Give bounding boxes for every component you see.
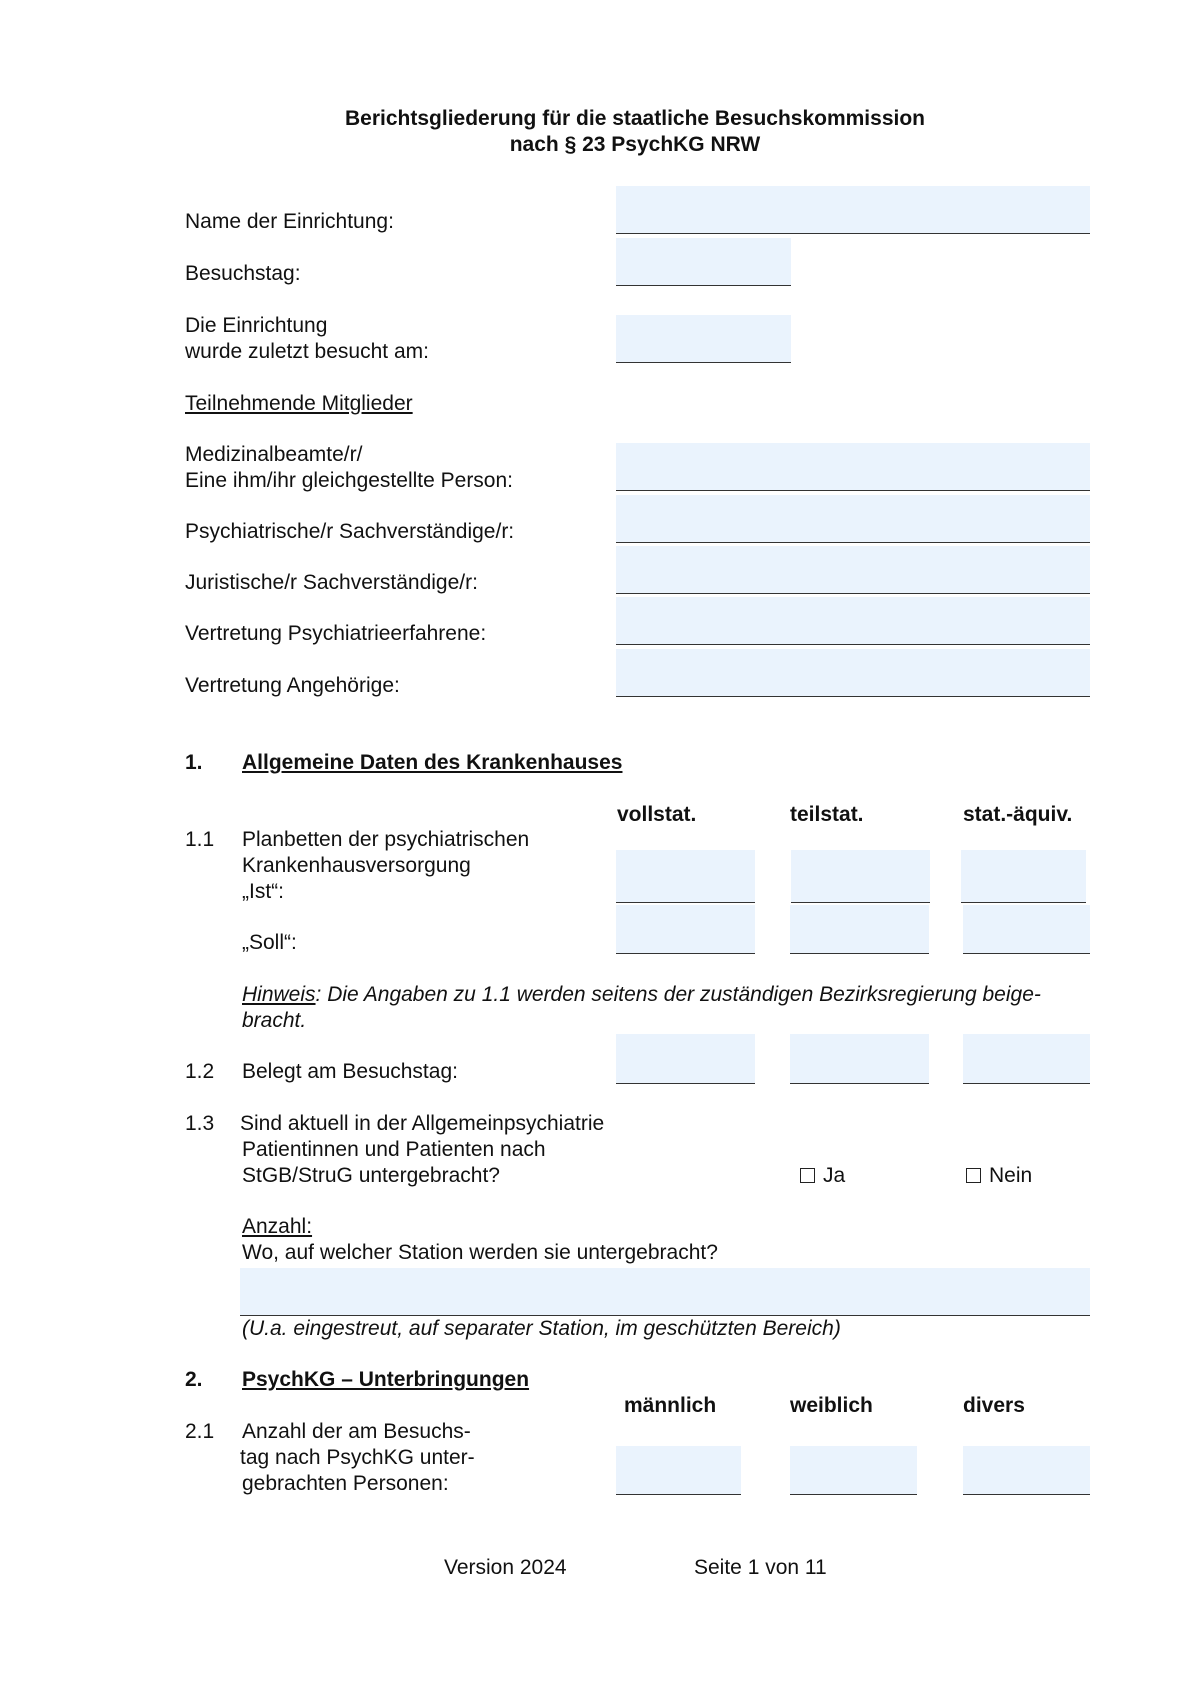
psychiatrieerfahrene-label: Vertretung Psychiatrieerfahrene: — [185, 622, 487, 645]
juristisch-input[interactable] — [616, 546, 1090, 593]
section1-heading: Allgemeine Daten des Krankenhauses — [242, 751, 623, 774]
item-2-1-number: 2.1 — [185, 1420, 215, 1443]
section1-number: 1. — [185, 751, 203, 774]
weiblich-input[interactable] — [790, 1446, 917, 1494]
item-1-1-line2: Krankenhausversorgung — [242, 854, 471, 877]
soll-teilstat-input[interactable] — [790, 905, 929, 953]
belegt-vollstat-field[interactable] — [616, 1034, 755, 1084]
maennlich-field[interactable] — [616, 1446, 741, 1495]
station-question: Wo, auf welcher Station werden sie untergebracht? — [242, 1241, 718, 1264]
soll-stat-aequiv-input[interactable] — [963, 905, 1090, 953]
soll-stat-aequiv-field[interactable] — [963, 905, 1090, 954]
belegt-vollstat-input[interactable] — [616, 1034, 755, 1083]
section2-heading: PsychKG – Unterbringungen — [242, 1368, 530, 1391]
col-divers: divers — [963, 1394, 1025, 1417]
divers-input[interactable] — [963, 1446, 1090, 1494]
psychiatrieerfahrene-field[interactable] — [616, 597, 1090, 645]
item-1-2-label: Belegt am Besuchstag: — [242, 1060, 458, 1083]
footer-page: Seite 1 von 11 — [694, 1556, 827, 1579]
ist-teilstat-field[interactable] — [791, 850, 930, 903]
psychiatrisch-input[interactable] — [616, 495, 1090, 542]
hint-text-line1: : Die Angaben zu 1.1 werden seitens der zuständigen Bezirksregierung beige- — [315, 983, 1041, 1006]
option-ja-label: Ja — [823, 1164, 846, 1187]
col-weiblich: weiblich — [790, 1394, 873, 1417]
page-title-line1: Berichtsgliederung für die staatliche Besuchskommission — [345, 107, 925, 130]
item-1-3-line3: StGB/StruG untergebracht? — [242, 1164, 500, 1187]
item-2-1-line2: tag nach PsychKG unter- — [240, 1446, 475, 1469]
ist-teilstat-input[interactable] — [791, 850, 930, 902]
col-vollstat: vollstat. — [617, 803, 697, 826]
medizinal-input[interactable] — [616, 443, 1090, 490]
item-1-1-number: 1.1 — [185, 828, 215, 851]
ist-stat-aequiv-field[interactable] — [961, 850, 1086, 903]
item-1-1-ist: „Ist“: — [242, 880, 284, 903]
hint-label: Hinweis — [242, 983, 316, 1006]
checkbox-nein[interactable] — [966, 1168, 981, 1183]
item-2-1-line1: Anzahl der am Besuchs- — [242, 1420, 471, 1443]
belegt-stat-aequiv-field[interactable] — [963, 1034, 1090, 1084]
anzahl-label: Anzahl: — [242, 1215, 313, 1238]
name-label: Name der Einrichtung: — [185, 210, 394, 233]
zuletzt-input[interactable] — [616, 315, 791, 362]
weiblich-field[interactable] — [790, 1446, 917, 1495]
section2-number: 2. — [185, 1368, 203, 1391]
item-1-3-line1: Sind aktuell in der Allgemeinpsychiatrie — [240, 1112, 605, 1135]
juristisch-field[interactable] — [616, 546, 1090, 594]
belegt-stat-aequiv-input[interactable] — [963, 1034, 1090, 1083]
angehoerige-input[interactable] — [616, 649, 1090, 696]
item-1-1-line1: Planbetten der psychiatrischen — [242, 828, 530, 851]
psychiatrisch-field[interactable] — [616, 495, 1090, 543]
ist-vollstat-field[interactable] — [616, 850, 755, 903]
members-heading: Teilnehmende Mitglieder — [185, 392, 413, 415]
item-1-1-soll: „Soll“: — [242, 931, 297, 954]
soll-vollstat-input[interactable] — [616, 905, 755, 953]
ist-vollstat-input[interactable] — [616, 850, 755, 902]
item-1-3-number: 1.3 — [185, 1112, 215, 1135]
page-title-line2: nach § 23 PsychKG NRW — [509, 133, 761, 156]
station-example: (U.a. eingestreut, auf separater Station, im geschützten Bereich) — [242, 1317, 841, 1340]
zuletzt-label-line2: wurde zuletzt besucht am: — [185, 340, 429, 363]
hint-line1 — [242, 982, 1041, 1008]
medizinal-label-line2: Eine ihm/ihr gleichgestellte Person: — [185, 469, 514, 492]
medizinal-field[interactable] — [616, 443, 1090, 491]
item-1-3-line2: Patientinnen und Patienten nach — [242, 1138, 546, 1161]
besuchstag-label: Besuchstag: — [185, 262, 301, 285]
hint-line2: bracht. — [242, 1009, 307, 1032]
item-1-2-number: 1.2 — [185, 1060, 215, 1083]
item-2-1-line3: gebrachten Personen: — [242, 1472, 449, 1495]
name-input[interactable] — [616, 186, 1090, 233]
angehoerige-field[interactable] — [616, 649, 1090, 697]
belegt-teilstat-input[interactable] — [790, 1034, 929, 1083]
besuchstag-input[interactable] — [616, 238, 791, 285]
maennlich-input[interactable] — [616, 1446, 741, 1494]
soll-teilstat-field[interactable] — [790, 905, 929, 954]
checkbox-ja[interactable] — [800, 1168, 815, 1183]
besuchstag-field[interactable] — [616, 238, 791, 286]
ist-stat-aequiv-input[interactable] — [961, 850, 1086, 902]
station-field[interactable] — [240, 1268, 1090, 1316]
zuletzt-label-line1: Die Einrichtung — [185, 314, 328, 337]
col-maennlich: männlich — [624, 1394, 717, 1417]
footer-version: Version 2024 — [444, 1556, 567, 1579]
zuletzt-field[interactable] — [616, 315, 791, 363]
station-input[interactable] — [240, 1268, 1090, 1315]
soll-vollstat-field[interactable] — [616, 905, 755, 954]
option-nein-label: Nein — [989, 1164, 1033, 1187]
psychiatrieerfahrene-input[interactable] — [616, 597, 1090, 644]
col-teilstat: teilstat. — [790, 803, 864, 826]
juristisch-label: Juristische/r Sachverständige/r: — [185, 571, 478, 594]
medizinal-label-line1: Medizinalbeamte/r/ — [185, 443, 363, 466]
angehoerige-label: Vertretung Angehörige: — [185, 674, 400, 697]
belegt-teilstat-field[interactable] — [790, 1034, 929, 1084]
col-stat-aequiv: stat.-äquiv. — [963, 803, 1073, 826]
psychiatrisch-label: Psychiatrische/r Sachverständige/r: — [185, 520, 515, 543]
divers-field[interactable] — [963, 1446, 1090, 1495]
option-nein[interactable] — [966, 1163, 1032, 1189]
name-field[interactable] — [616, 186, 1090, 234]
option-ja[interactable] — [800, 1163, 845, 1189]
